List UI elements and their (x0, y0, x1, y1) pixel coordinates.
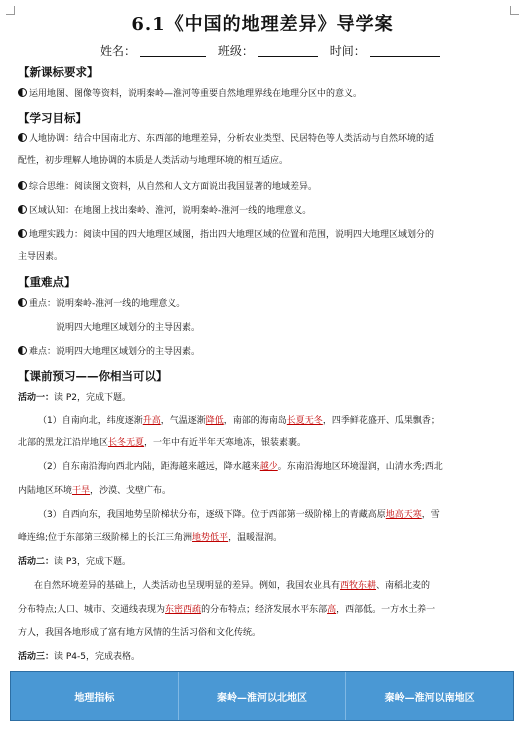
activity-1-paragraph-3: （3）自西向东，我国地势呈阶梯状分布，逐级下降。位于西部第一级阶梯上的青藏高原地高天寒，雪 (38, 510, 440, 520)
keypoint-line: 重点：说明秦岭-淮河一线的地理意义。 (18, 298, 185, 311)
activity-2-heading: 活动二：读 P3，完成下题。 (18, 557, 132, 567)
student-info-row (100, 42, 448, 59)
answer-text: 越少 (259, 462, 278, 472)
answer-text: 西牧东耕 (340, 581, 377, 591)
half-circle-bullet-icon (18, 346, 27, 355)
answer-text: 升高 (142, 416, 161, 426)
table-header-cell: 秦岭—淮河以南地区 (384, 692, 475, 704)
goal-line: 区域认知：在地图上找出秦岭、淮河，说明秦岭-淮河一线的地理意义。 (18, 205, 311, 218)
answer-text: 高 (327, 605, 337, 615)
answer-text: 长冬无夏 (108, 438, 145, 448)
half-circle-bullet-icon (18, 205, 27, 214)
class-blank[interactable] (258, 44, 318, 57)
answer-text: 降低 (205, 416, 224, 426)
answer-text: 东密西疏 (165, 605, 202, 615)
half-circle-bullet-icon (18, 181, 27, 190)
answer-text: 地高天寒 (385, 510, 422, 520)
goal-line: 人地协调：结合中国南北方、东西部的地理差异，分析农业类型、民居特色等人类活动与自然环境的适 (18, 133, 434, 146)
half-circle-bullet-icon (18, 229, 27, 238)
section-heading: 【重难点】 (18, 275, 76, 289)
activity-1-paragraph-2: （2）自东南沿海向西北内陆，距海越来越远，降水越来越少。东南沿海地区环境湿润，山清水秀;西北 (38, 462, 443, 472)
activity-1-paragraph-1-cont: 北部的黑龙江沿岸地区长冬无夏，一年中有近半年天寒地冻，银装素裹。 (18, 438, 307, 448)
table-header-cell: 秦岭—淮河以北地区 (179, 672, 347, 720)
goal-line: 综合思维：阅读图文资料，从自然和人文方面说出我国显著的地域差异。 (18, 181, 317, 194)
answer-text: 地势低平 (192, 533, 229, 543)
class-label: 班级： (217, 44, 254, 58)
half-circle-bullet-icon (18, 298, 27, 307)
keypoint-line: 说明四大地理区域划分的主导因素。 (56, 323, 201, 333)
half-circle-bullet-icon (18, 88, 27, 97)
section-heading: 【新课标要求】 (18, 65, 99, 79)
activity-2-paragraph-cont: 方人，我国各地形成了富有地方风情的生活习俗和文化传统。 (18, 628, 262, 638)
standard-line: 运用地图、图像等资料，说明秦岭—淮河等重要自然地理界线在地理分区中的意义。 (18, 88, 362, 101)
activity-1-paragraph-1: （1）自南向北，纬度逐渐升高，气温逐渐降低，南部的海南岛长夏无冬，四季鲜花盛开、瓜果飘香； (38, 416, 440, 426)
comparison-table-header (10, 671, 514, 721)
page-title: 6.1《中国的地理差异》导学案 (131, 14, 394, 35)
goal-line: 主导因素。 (18, 252, 64, 262)
answer-text: 长夏无冬 (286, 416, 323, 426)
keypoint-line: 难点：说明四大地理区域划分的主导因素。 (18, 346, 200, 359)
table-header-cell: 地理指标 (11, 672, 179, 720)
activity-1-heading: 活动一：读 P2，完成下题。 (18, 393, 132, 403)
goal-line: 配性，初步理解人地协调的本质是人类活动与地理环境的相互适应。 (18, 156, 289, 166)
time-label: 时间： (329, 44, 366, 58)
name-label: 姓名： (100, 44, 137, 58)
goal-line: 地理实践力：阅读中国的四大地理区域图，指出四大地理区域的位置和范围，说明四大地理区域划分的 (18, 229, 434, 242)
section-heading: 【学习目标】 (18, 111, 87, 125)
activity-3-heading: 活动三：读 P4-5，完成表格。 (18, 652, 141, 662)
half-circle-bullet-icon (18, 133, 27, 142)
activity-2-paragraph-cont: 分布特点;人口、城市、交通线表现为东密西疏的分布特点；经济发展水平东部高，西部低。一方水土养一 (18, 605, 436, 615)
time-blank[interactable] (370, 44, 440, 57)
activity-1-paragraph-2-cont: 内陆地区环境干旱，沙漠、戈壁广布。 (18, 486, 172, 496)
section-heading: 【课前预习——你相当可以】 (18, 369, 168, 383)
activity-2-paragraph: 在自然环境差异的基础上，人类活动也呈现明显的差异。例如，我国农业具有西牧东耕、南稻北麦的 (34, 581, 431, 591)
name-blank[interactable] (140, 44, 206, 57)
answer-text: 干旱 (72, 486, 91, 496)
activity-1-paragraph-3-cont: 峰连绵;位于东部第三级阶梯上的长江三角洲地势低平，温暖湿润。 (18, 533, 283, 543)
